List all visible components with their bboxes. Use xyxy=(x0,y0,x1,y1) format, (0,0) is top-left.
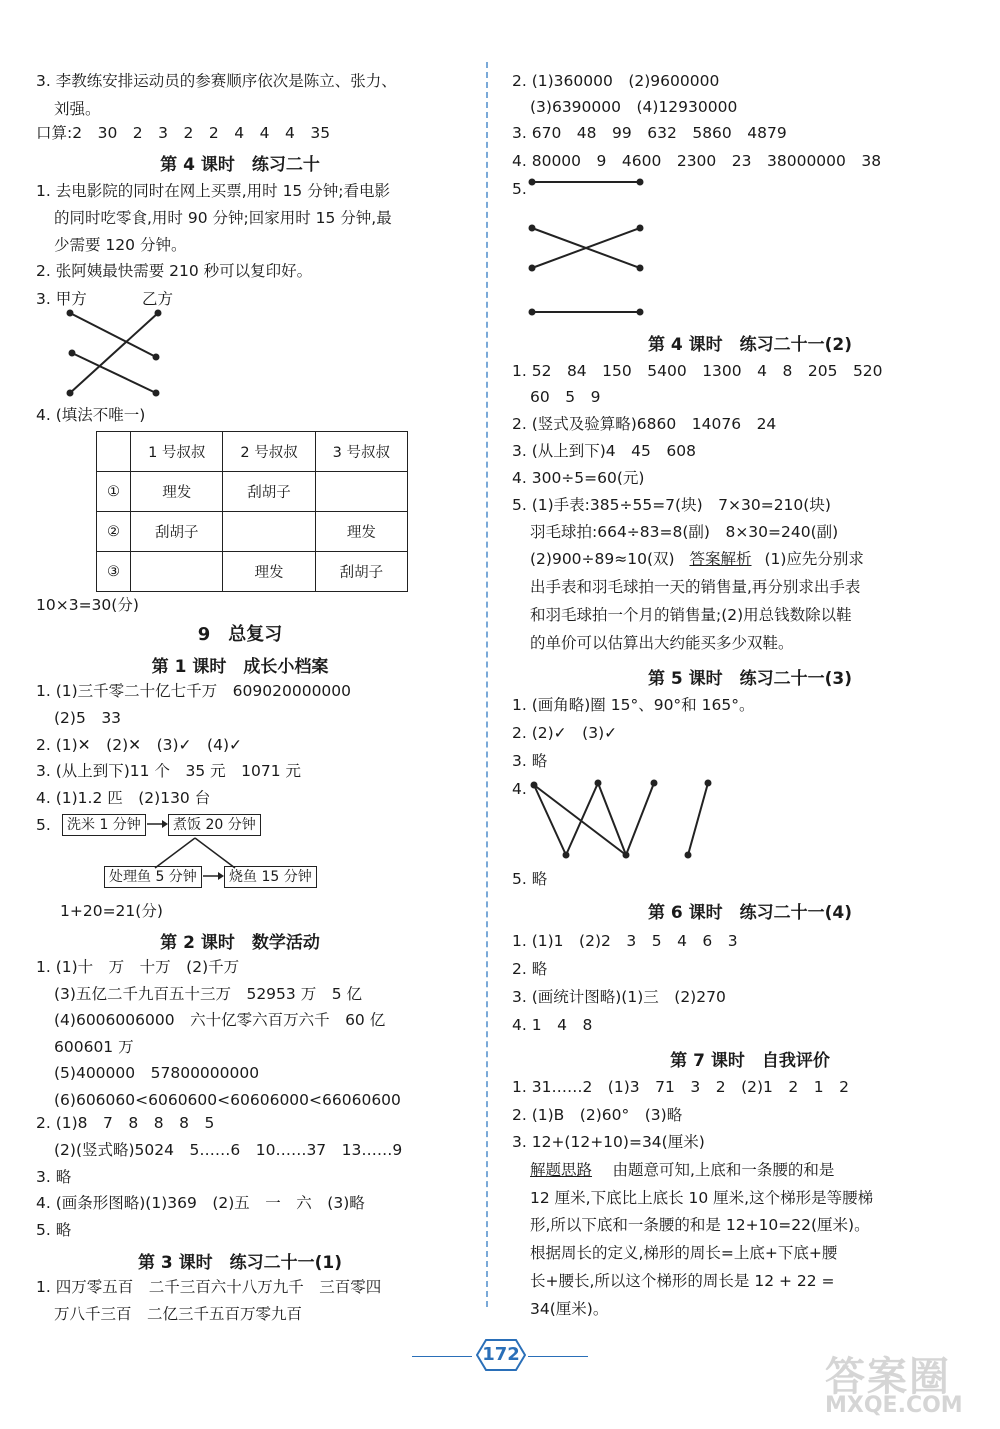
flow-box: 处理鱼 5 分钟 xyxy=(104,866,202,888)
table-cell: ② xyxy=(97,512,131,552)
answer-line: 4. (1)1.2 匹 (2)130 台 xyxy=(36,789,211,807)
answer-line: 4. 300÷5=60(元) xyxy=(512,469,645,487)
solution-tag: 解题思路 xyxy=(530,1161,593,1179)
table-cell xyxy=(97,432,131,472)
table-cell: ① xyxy=(97,472,131,512)
table-cell: 3 号叔叔 xyxy=(315,432,407,472)
lesson-heading: 第 4 课时 练习二十 xyxy=(160,155,320,175)
table-cell xyxy=(131,552,223,592)
lesson-heading: 第 4 课时 练习二十一(2) xyxy=(647,335,853,355)
answer-text: (2)900÷89≈10(双) xyxy=(530,550,675,568)
answer-line: 3. 略 xyxy=(36,1168,72,1186)
lesson-heading: 第 5 课时 练习二十一(3) xyxy=(647,669,853,689)
answer-text: 由题意可知,上底和一条腰的和是 xyxy=(596,1161,835,1179)
chapter-heading: 9 总复习 xyxy=(197,624,283,645)
answer-line: 的同时吃零食,用时 90 分钟;回家用时 15 分钟,最 xyxy=(54,209,392,227)
table-cell: 刮胡子 xyxy=(315,552,407,592)
line-drawing xyxy=(528,775,718,865)
table-cell: 2 号叔叔 xyxy=(223,432,315,472)
footer-rule xyxy=(412,1356,472,1357)
answer-line: 2. (2)✓ (3)✓ xyxy=(512,724,618,742)
answer-line: 600601 万 xyxy=(54,1038,134,1056)
table-cell: 刮胡子 xyxy=(223,472,315,512)
answer-line: (3)五亿二千九百五十三万 52953 万 5 亿 xyxy=(54,985,362,1003)
answer-line: 根据周长的定义,梯形的周长=上底+下底+腰 xyxy=(530,1244,838,1262)
answer-line: 1+20=21(分) xyxy=(60,902,163,920)
schedule-table xyxy=(96,431,408,592)
table-cell: 理发 xyxy=(223,552,315,592)
answer-line: 5. xyxy=(512,180,527,198)
answer-text: (1)应先分别求 xyxy=(764,550,864,568)
oral-calc-line: 口算:2 30 2 3 2 2 4 4 4 35 xyxy=(36,124,331,142)
answer-line: 2. (1)8 7 8 8 8 5 xyxy=(36,1114,215,1132)
answer-line: 2. (1)360000 (2)9600000 xyxy=(512,72,720,90)
answer-line: 3. 略 xyxy=(512,752,548,770)
arrow-right-icon xyxy=(202,868,224,884)
answer-line: 1. (画角略)圈 15°、90°和 165°。 xyxy=(512,696,755,714)
answer-line: 1. (1)1 (2)2 3 5 4 6 3 xyxy=(512,932,738,950)
answer-line: 1. 31……2 (1)3 71 3 2 (2)1 2 1 2 xyxy=(512,1078,849,1096)
answer-line: 1. 去电影院的同时在网上买票,用时 15 分钟;看电影 xyxy=(36,182,390,200)
answer-line: 3. (从上到下)11 个 35 元 1071 元 xyxy=(36,762,301,780)
answer-line: 4. (填法不唯一) xyxy=(36,406,146,424)
answer-line: 60 5 9 xyxy=(530,388,601,406)
lesson-heading: 第 2 课时 数学活动 xyxy=(160,933,320,953)
answer-line: (4)6006006000 六十亿零六百万六千 60 亿 xyxy=(54,1011,386,1029)
page-number-badge xyxy=(476,1338,526,1372)
answer-line: 5. 略 xyxy=(512,870,548,888)
watermark-url: MXQE.COM xyxy=(825,1393,963,1418)
answer-line: 2. (1)✕ (2)✕ (3)✓ (4)✓ xyxy=(36,736,242,754)
answer-line xyxy=(530,1159,834,1181)
answer-line: 3. (从上到下)4 45 608 xyxy=(512,442,696,460)
page-number: 172 xyxy=(482,1344,520,1365)
matching-diagram xyxy=(526,174,650,324)
matching-diagram xyxy=(60,305,170,400)
lesson-heading: 第 7 课时 自我评价 xyxy=(670,1051,830,1071)
answer-line: 4. (画条形图略)(1)369 (2)五 一 六 (3)略 xyxy=(36,1194,365,1212)
answer-line: 3. 甲方 xyxy=(36,290,87,308)
table-row xyxy=(97,552,408,592)
answer-line: 2. (1)B (2)60° (3)略 xyxy=(512,1106,683,1124)
answer-line: 3. 670 48 99 632 5860 4879 xyxy=(512,124,787,142)
answer-line: 12 厘米,下底比上底长 10 厘米,这个梯形是等腰梯 xyxy=(530,1189,874,1207)
answer-line: (5)400000 57800000000 xyxy=(54,1064,260,1082)
arrow-right-icon xyxy=(146,816,168,832)
table-row xyxy=(97,472,408,512)
table-row xyxy=(97,432,408,472)
table-cell: 理发 xyxy=(315,512,407,552)
answer-line: 1. 52 84 150 5400 1300 4 8 205 520 xyxy=(512,362,883,380)
flow-box: 烧鱼 15 分钟 xyxy=(224,866,317,888)
answer-line: 的单价可以估算出大约能买多少双鞋。 xyxy=(530,634,794,652)
watermark-text: 答案圈 xyxy=(825,1354,951,1400)
answer-line: 乙方 xyxy=(142,290,174,308)
answer-line: 4. 1 4 8 xyxy=(512,1016,593,1034)
table-cell: 理发 xyxy=(131,472,223,512)
lesson-heading: 第 6 课时 练习二十一(4) xyxy=(647,903,853,923)
answer-line: (3)6390000 (4)12930000 xyxy=(530,98,738,116)
answer-line: 3. 12+(12+10)=34(厘米) xyxy=(512,1133,705,1151)
answer-line: (6)606060<6060600<60606000<66060600 xyxy=(54,1091,401,1109)
answer-line: 万八千三百 二亿三千五百万零九百 xyxy=(54,1305,303,1323)
answer-line: 5. xyxy=(36,816,51,834)
answer-line: 2. 略 xyxy=(512,960,548,978)
answer-line: 和羽毛球拍一个月的销售量;(2)用总钱数除以鞋 xyxy=(530,606,852,624)
answer-line: 出手表和羽毛球拍一天的销售量,再分别求出手表 xyxy=(530,578,861,596)
answer-line xyxy=(530,548,864,570)
answer-line: 4. xyxy=(512,780,527,798)
table-row xyxy=(97,512,408,552)
answer-line: 3. 李教练安排运动员的参赛顺序依次是陈立、张力、 xyxy=(36,72,397,90)
lesson-heading: 第 1 课时 成长小档案 xyxy=(151,657,329,677)
answer-line: 5. (1)手表:385÷55=7(块) 7×30=210(块) xyxy=(512,496,831,514)
answer-line: 34(厘米)。 xyxy=(530,1300,609,1318)
answer-line: (2)(竖式略)5024 5……6 10……37 13……9 xyxy=(54,1141,403,1159)
column-divider xyxy=(486,62,488,1307)
answer-line: 2. 张阿姨最快需要 210 秒可以复印好。 xyxy=(36,262,313,280)
table-cell xyxy=(223,512,315,552)
watermark-logo xyxy=(825,1345,990,1423)
answer-line: (2)5 33 xyxy=(54,709,122,727)
answer-line: 5. 略 xyxy=(36,1221,72,1239)
table-cell xyxy=(315,472,407,512)
lesson-heading: 第 3 课时 练习二十一(1) xyxy=(137,1253,343,1273)
answer-line: 少需要 120 分钟。 xyxy=(54,236,187,254)
analysis-tag: 答案解析 xyxy=(689,550,752,568)
footer-rule xyxy=(528,1356,588,1357)
answer-line: 刘强。 xyxy=(54,100,101,118)
answer-line: 10×3=30(分) xyxy=(36,596,139,614)
answer-line: 羽毛球拍:664÷83=8(副) 8×30=240(副) xyxy=(530,523,839,541)
answer-line: 形,所以下底和一条腰的和是 12+10=22(厘米)。 xyxy=(530,1216,870,1234)
answer-line: 1. 四万零五百 二千三百六十八万九千 三百零四 xyxy=(36,1278,382,1296)
flow-box: 洗米 1 分钟 xyxy=(62,814,146,836)
answer-line: 1. (1)三千零二十亿七千万 609020000000 xyxy=(36,682,352,700)
table-cell: 刮胡子 xyxy=(131,512,223,552)
table-cell: ③ xyxy=(97,552,131,592)
branch-lines xyxy=(150,836,240,870)
answer-line: 长+腰长,所以这个梯形的周长是 12 + 22 = xyxy=(530,1272,835,1290)
table-cell: 1 号叔叔 xyxy=(131,432,223,472)
answer-line: 1. (1)十 万 十万 (2)千万 xyxy=(36,958,240,976)
flow-box: 煮饭 20 分钟 xyxy=(168,814,261,836)
answer-line: 3. (画统计图略)(1)三 (2)270 xyxy=(512,988,726,1006)
answer-line: 2. (竖式及验算略)6860 14076 24 xyxy=(512,415,777,433)
answer-line: 4. 80000 9 4600 2300 23 38000000 38 xyxy=(512,152,882,170)
